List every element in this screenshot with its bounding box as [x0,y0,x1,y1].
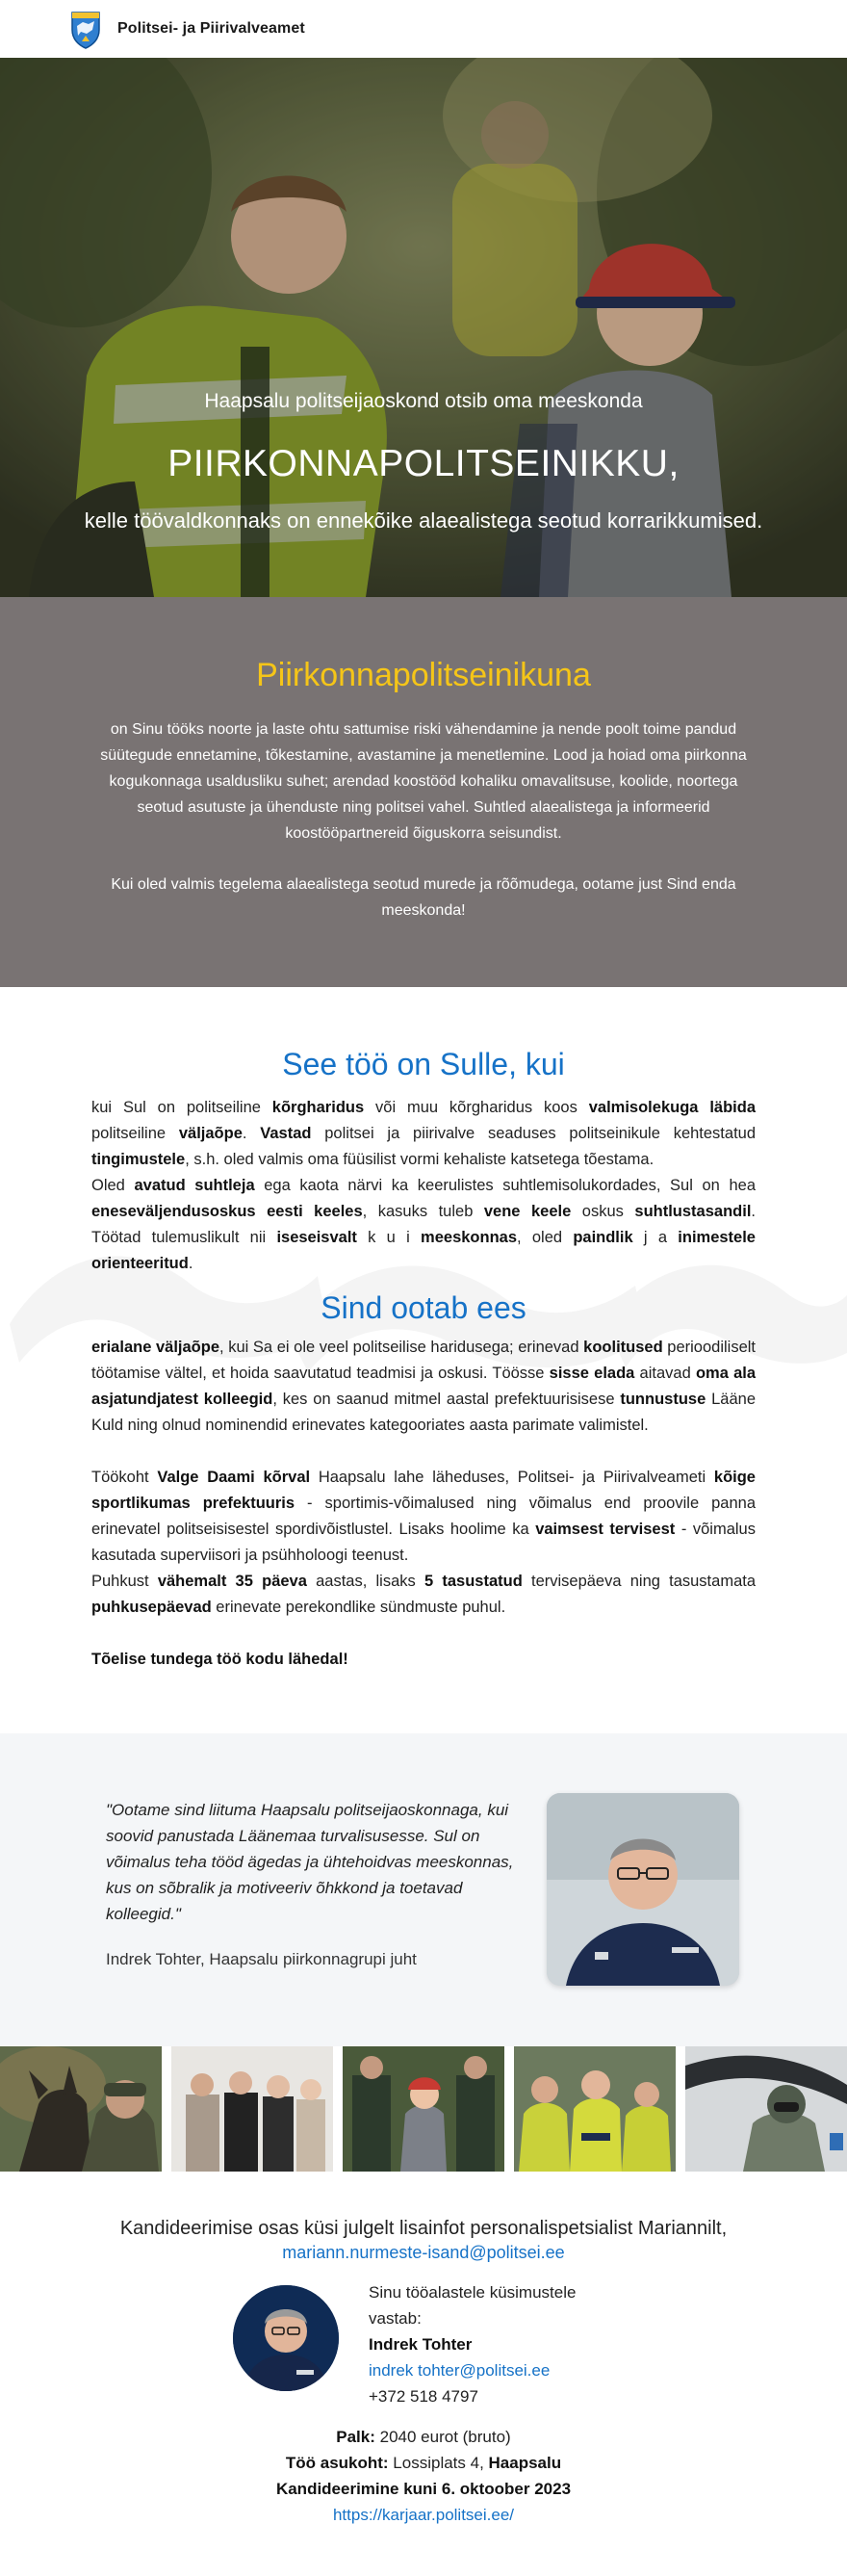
intro-cta: Kui oled valmis tegelema alaealistega seotud murede ja rõõmudega, ootame just Sind enda meeskonda! [111,876,736,919]
hero-subtitle: Haapsalu politseijaoskond otsib oma meeskonda [204,390,643,412]
body-text: , kes on saanud mitmel aastal prefektuurisisese [272,1391,621,1408]
emphasis-text: paindlik [573,1229,633,1246]
body-text: politsei ja piirivalve seaduses politseinikule kehtestatud [311,1125,756,1142]
contact-phone[interactable]: +372 518 4797 [369,2387,478,2406]
contact-avatar [233,2285,339,2391]
contact-intro: Kandideerimise osas küsi julgelt lisainfot personalispetsialist Mariannilt, [119,2218,728,2239]
section1-paragraph-1 [91,1095,756,1173]
contact-section [0,2172,847,2576]
emphasis-text: Vastad [260,1125,312,1142]
body-text: tervisepäeva ning tasustamata [522,1573,757,1590]
body-text: Töökoht [91,1469,158,1486]
emphasis-text: tingimustele [91,1151,186,1168]
body-text: aastas, lisaks [306,1573,424,1590]
contact-name: Indrek Tohter [369,2335,473,2354]
emphasis-text: oma ala asjatundjatest kolleegid [91,1365,757,1408]
intro-title: Piirkonnapolitseinikuna [256,657,591,693]
section2-paragraph-1 [91,1335,756,1439]
contact-card [369,2279,609,2409]
quote-author: Indrek Tohter, Haapsalu piirkonnagrupi juht [106,1950,417,1968]
intro-text: on Sinu tööks noorte ja laste ohtu sattumise riski vähendamine ja nende poolt toime pandud süütegude ennetamine, tõkestamine, avastamine ja menetlemine. Lood ja hoiad oma piirkonna kogukonnaga usaldusliku suhet; arendad koostööd kohaliku omavalitsuse, koolide, noortega seotud asutuste ja ühenduste ning politsei vahel. Suhtled alaealistega ja informeerid koostööpartnereid õiguskorra seisundist. [100,721,747,842]
emphasis-text: suhtlustasandil [634,1203,752,1220]
salary-label: Palk: [336,2428,375,2446]
emphasis-text: vähemalt 35 päeva [157,1573,307,1590]
section1-title: See töö on Sulle, kui [282,1047,565,1081]
emphasis-text: valmisolekuga läbida [588,1099,756,1116]
emphasis-text: avatud suhtleja [134,1177,255,1194]
emphasis-text: iseseisvalt [276,1229,357,1246]
emphasis-text: inimestele orienteeritud [91,1229,756,1272]
body-text: Lääne Kuld ning olnud nominendid erinevates kategooriates aasta parimate valimistel. [91,1391,757,1434]
section1-paragraph-2 [91,1173,756,1277]
hr-email-link[interactable]: mariann.nurmeste-isand@politsei.ee [282,2243,565,2262]
section2-title: Sind ootab ees [321,1290,526,1325]
gallery-photo-team [171,2046,333,2172]
emphasis-text: erialane väljaõpe [91,1339,220,1356]
contact-intro-text: Sinu tööalastele küsimustele vastab: [369,2283,577,2328]
body-text: . [242,1125,261,1142]
body-text: perioodiliselt töötamise vältel, et hoida saavutatud teadmisi ja oskusi. Töösse [91,1339,756,1382]
body-text: kui Sul on politseiline [91,1099,272,1116]
body-text: oskus [571,1203,635,1220]
quote-section [0,1733,847,2046]
deadline-text: Kandideerimine kuni 6. oktoober 2023 [275,2480,572,2498]
body-text: - võimalus kasutada superviisori ja psühholoogi teenust. [91,1521,756,1564]
body-text: . Töötad tulemuslikult nii [91,1203,757,1246]
gallery-photo-helicopter [685,2046,847,2172]
closing-line: Tõelise tundega töö kodu lähedal! [91,1651,348,1668]
deadline-line [0,2476,847,2502]
hero-banner [0,58,847,597]
body-text: aitavad [634,1365,696,1382]
emphasis-text: Valge Daami kõrval [157,1469,311,1486]
emphasis-text: kõige sportlikumas prefektuuris [91,1469,756,1512]
body-text: , kasuks tuleb [362,1203,484,1220]
salary-value: 2040 eurot (bruto) [374,2428,511,2446]
location-label: Töö asukoht: [285,2454,389,2472]
location-city: Haapsalu [488,2454,562,2472]
section2-paragraph-2 [91,1465,756,1569]
salary-line [0,2424,847,2450]
emphasis-text: 5 tasustatud [424,1573,523,1590]
body-text: politseiline [91,1125,179,1142]
emphasis-text: vaimsest tervisest [535,1521,676,1538]
contact-email-link[interactable]: indrek tohter@politsei.ee [369,2361,551,2380]
body-text: või muu kõrgharidus koos [364,1099,589,1116]
job-facts [0,2424,847,2528]
body-text: , kui Sa ei ole veel politseilise haridusega; erinevad [219,1339,584,1356]
emphasis-text: puhkusepäevad [91,1599,212,1616]
emphasis-text: vene keele [483,1203,572,1220]
body-text: j a [632,1229,679,1246]
location-value: Lossiplats 4, [388,2454,489,2472]
body-text: Oled [91,1177,135,1194]
quote-text: "Ootame sind liituma Haapsalu politseijaoskonnaga, kui soovid panustada Läänemaa turvalisusesse. Sul on võimalus teha tööd ägedas ja ühtehoidvas meeskonnas, kus on sõbralik ja motiveeriv õhkkond ja toetavad kolleegid." [106,1801,514,1923]
photo-gallery [0,2046,847,2172]
body-text: k u i [356,1229,422,1246]
career-site-link[interactable]: https://karjaar.politsei.ee/ [332,2506,515,2524]
police-shield-icon[interactable] [69,9,102,49]
emphasis-text: kõrgharidus [271,1099,365,1116]
body-text: . [188,1255,193,1272]
section2-paragraph-3 [91,1569,756,1621]
body-text: - sportimis-võimalused ning võimalus end proovile panna erinevatel politseisisestel spordivõistlustel. Lisaks hoolime ka [91,1495,757,1538]
emphasis-text: meeskonnas [421,1229,518,1246]
location-line [0,2450,847,2476]
brand-name[interactable]: Politsei- ja Piirivalveamet [117,20,305,37]
body-text: erinevate perekondlike sündmuste puhul. [211,1599,506,1616]
body-text: Puhkust [91,1573,158,1590]
body-text: ega kaota närvi ka keerulistes suhtlemisolukordades, Sul on hea [254,1177,757,1194]
top-bar [0,0,847,58]
quote-author-photo [547,1793,739,1986]
hero-description: kelle töövaldkonnaks on ennekõike alaealistega seotud korrarikkumised. [84,508,763,533]
body-text: , oled [517,1229,574,1246]
gallery-photo-police-dog [0,2046,162,2172]
gallery-photo-child [343,2046,504,2172]
emphasis-text: sisse elada [549,1365,635,1382]
gallery-photo-officers [514,2046,676,2172]
body-text: , s.h. oled valmis oma füüsilist vormi kehaliste katsetega tõestama. [185,1151,654,1168]
emphasis-text: tunnustuse [620,1391,706,1408]
emphasis-text: eneseväljendusoskus eesti keeles [91,1203,363,1220]
body-text: Haapsalu lahe läheduses, Politsei- ja Piirivalveameti [310,1469,714,1486]
hero-title: PIIRKONNAPOLITSEINIKKU, [167,443,680,484]
content-section [0,987,847,1733]
emphasis-text: koolitused [583,1339,663,1356]
intro-section [0,597,847,987]
emphasis-text: väljaõpe [178,1125,243,1142]
